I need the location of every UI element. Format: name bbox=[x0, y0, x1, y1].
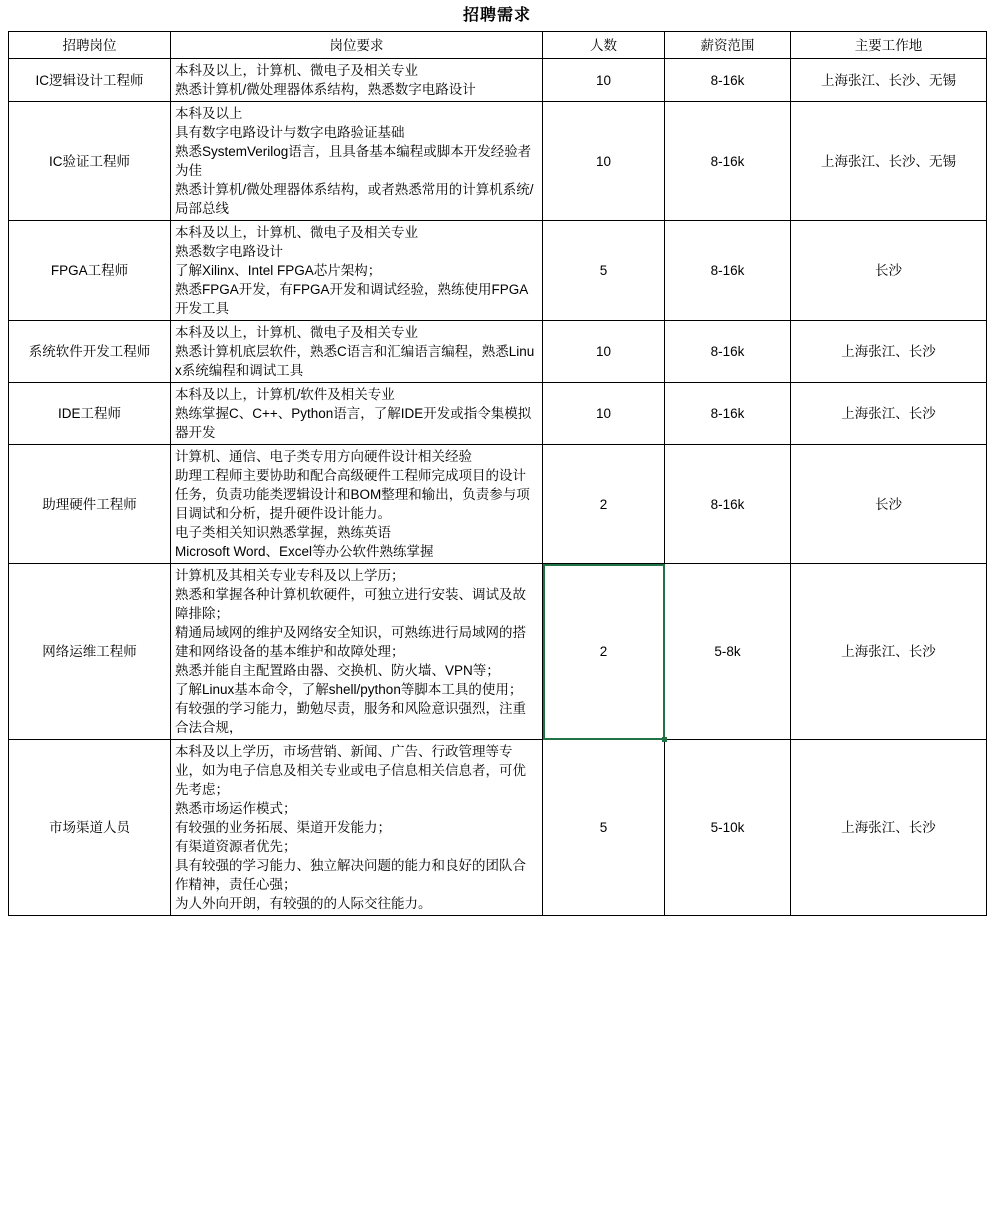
cell-location[interactable]: 上海张江、长沙 bbox=[791, 740, 987, 916]
cell-post[interactable]: 系统软件开发工程师 bbox=[9, 321, 171, 383]
cell-salary[interactable]: 8-16k bbox=[665, 383, 791, 445]
table-header-row bbox=[9, 32, 987, 59]
cell-requirements[interactable] bbox=[171, 321, 543, 383]
requirement-line: 精通局域网的维护及网络安全知识，可熟练进行局域网的搭建和网络设备的基本维护和故障处理； bbox=[175, 625, 526, 659]
cell-number[interactable]: 10 bbox=[543, 102, 665, 221]
table-row bbox=[9, 321, 987, 383]
cell-requirements[interactable] bbox=[171, 564, 543, 740]
cell-salary[interactable]: 5-8k bbox=[665, 564, 791, 740]
requirement-line: 熟悉FPGA开发，有FPGA开发和调试经验，熟练使用FPGA开发工具 bbox=[175, 282, 529, 316]
cell-location[interactable]: 上海张江、长沙 bbox=[791, 321, 987, 383]
column-header-number: 人数 bbox=[543, 32, 665, 59]
recruitment-table bbox=[8, 31, 987, 916]
cell-salary[interactable]: 5-10k bbox=[665, 740, 791, 916]
cell-number[interactable]: 10 bbox=[543, 321, 665, 383]
requirement-line: 计算机、通信、电子类专用方向硬件设计相关经验 bbox=[175, 449, 472, 464]
cell-requirements[interactable] bbox=[171, 740, 543, 916]
cell-number[interactable]: 5 bbox=[543, 221, 665, 321]
table-row bbox=[9, 102, 987, 221]
column-header-requirements: 岗位要求 bbox=[171, 32, 543, 59]
cell-location[interactable]: 上海张江、长沙 bbox=[791, 383, 987, 445]
table-row bbox=[9, 564, 987, 740]
requirement-line: 熟悉计算机/微处理器体系结构，或者熟悉常用的计算机系统/局部总线 bbox=[175, 182, 534, 216]
cell-post[interactable]: IDE工程师 bbox=[9, 383, 171, 445]
cell-requirements[interactable] bbox=[171, 445, 543, 564]
requirement-line: 熟悉SystemVerilog语言，且具备基本编程或脚本开发经验者为佳 bbox=[175, 144, 532, 178]
cell-requirements[interactable] bbox=[171, 221, 543, 321]
cell-number[interactable]: 10 bbox=[543, 383, 665, 445]
table-row bbox=[9, 445, 987, 564]
requirement-line: 熟悉并能自主配置路由器、交换机、防火墙、VPN等； bbox=[175, 663, 500, 678]
cell-salary[interactable]: 8-16k bbox=[665, 445, 791, 564]
requirement-line: 本科及以上，计算机/软件及相关专业 bbox=[175, 387, 395, 402]
cell-post[interactable]: 网络运维工程师 bbox=[9, 564, 171, 740]
requirement-line: 有较强的学习能力，勤勉尽责，服务和风险意识强烈，注重合法合规， bbox=[175, 701, 526, 735]
requirement-line: 有渠道资源者优先； bbox=[175, 839, 297, 854]
table-row bbox=[9, 383, 987, 445]
cell-post[interactable]: 助理硬件工程师 bbox=[9, 445, 171, 564]
requirement-line: 熟悉计算机底层软件，熟悉C语言和汇编语言编程，熟悉Linux系统编程和调试工具 bbox=[175, 344, 535, 378]
cell-number[interactable]: 2 bbox=[543, 564, 665, 740]
requirement-line: 熟悉和掌握各种计算机软硬件，可独立进行安装、调试及故障排除； bbox=[175, 587, 526, 621]
cell-salary[interactable]: 8-16k bbox=[665, 59, 791, 102]
requirement-line: 了解Xilinx、Intel FPGA芯片架构； bbox=[175, 263, 382, 278]
cell-post[interactable]: IC验证工程师 bbox=[9, 102, 171, 221]
cell-salary[interactable]: 8-16k bbox=[665, 102, 791, 221]
cell-number[interactable]: 5 bbox=[543, 740, 665, 916]
requirement-line: Microsoft Word、Excel等办公软件熟练掌握 bbox=[175, 544, 434, 559]
cell-post[interactable]: FPGA工程师 bbox=[9, 221, 171, 321]
cell-number[interactable]: 10 bbox=[543, 59, 665, 102]
cell-requirements[interactable] bbox=[171, 383, 543, 445]
requirement-line: 本科及以上 bbox=[175, 106, 243, 121]
requirement-line: 本科及以上，计算机、微电子及相关专业 bbox=[175, 63, 418, 78]
column-header-post: 招聘岗位 bbox=[9, 32, 171, 59]
column-header-location: 主要工作地 bbox=[791, 32, 987, 59]
table-row bbox=[9, 59, 987, 102]
cell-salary[interactable]: 8-16k bbox=[665, 321, 791, 383]
table-body bbox=[9, 59, 987, 916]
requirement-line: 电子类相关知识熟悉掌握，熟练英语 bbox=[175, 525, 391, 540]
cell-number[interactable]: 2 bbox=[543, 445, 665, 564]
cell-post[interactable]: IC逻辑设计工程师 bbox=[9, 59, 171, 102]
requirement-line: 熟悉市场运作模式； bbox=[175, 801, 297, 816]
cell-salary[interactable]: 8-16k bbox=[665, 221, 791, 321]
requirement-line: 熟悉计算机/微处理器体系结构，熟悉数字电路设计 bbox=[175, 82, 476, 97]
requirement-line: 本科及以上，计算机、微电子及相关专业 bbox=[175, 225, 418, 240]
table-row bbox=[9, 221, 987, 321]
cell-location[interactable]: 上海张江、长沙、无锡 bbox=[791, 59, 987, 102]
cell-location[interactable]: 上海张江、长沙 bbox=[791, 564, 987, 740]
requirement-line: 具有较强的学习能力、独立解决问题的能力和良好的团队合作精神，责任心强； bbox=[175, 858, 526, 892]
requirement-line: 为人外向开朗，有较强的的人际交往能力。 bbox=[175, 896, 432, 911]
requirement-line: 本科及以上，计算机、微电子及相关专业 bbox=[175, 325, 418, 340]
requirement-line: 计算机及其相关专业专科及以上学历； bbox=[175, 568, 405, 583]
requirement-line: 了解Linux基本命令，了解shell/python等脚本工具的使用； bbox=[175, 682, 523, 697]
cell-location[interactable]: 长沙 bbox=[791, 445, 987, 564]
cell-location[interactable]: 上海张江、长沙、无锡 bbox=[791, 102, 987, 221]
cell-location[interactable]: 长沙 bbox=[791, 221, 987, 321]
column-header-salary: 薪资范围 bbox=[665, 32, 791, 59]
page-title: 招聘需求 bbox=[462, 7, 531, 24]
requirement-line: 助理工程师主要协助和配合高级硬件工程师完成项目的设计任务，负责功能类逻辑设计和BOM整理和输出，负责参与项目调试和分析，提升硬件设计能力。 bbox=[175, 468, 530, 521]
requirement-line: 熟悉数字电路设计 bbox=[175, 244, 283, 259]
cell-requirements[interactable] bbox=[171, 59, 543, 102]
requirement-line: 有较强的业务拓展、渠道开发能力； bbox=[175, 820, 391, 835]
requirement-line: 具有数字电路设计与数字电路验证基础 bbox=[175, 125, 405, 140]
table-row bbox=[9, 740, 987, 916]
requirement-line: 本科及以上学历，市场营销、新闻、广告、行政管理等专业，如为电子信息及相关专业或电子信息相关信息者，可优先考虑； bbox=[175, 744, 526, 797]
cell-requirements[interactable] bbox=[171, 102, 543, 221]
requirement-line: 熟练掌握C、C++、Python语言，了解IDE开发或指令集模拟器开发 bbox=[175, 406, 532, 440]
cell-post[interactable]: 市场渠道人员 bbox=[9, 740, 171, 916]
